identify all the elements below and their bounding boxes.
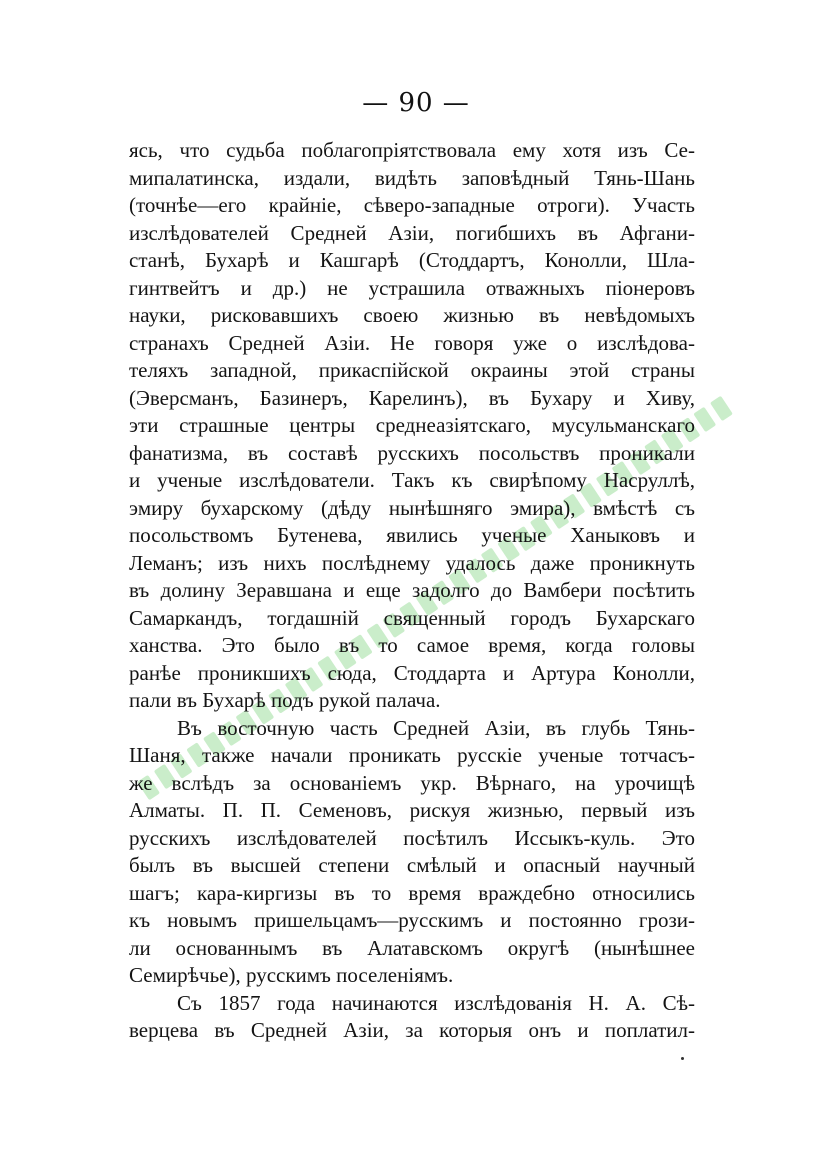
text-line: русскихъ изслѣдователей посѣтилъ Иссыкъ-куль. Это (129, 825, 695, 850)
text-line: науки, рисковавшихъ своею жизнью въ невѣдомыхъ (129, 303, 695, 327)
text-line: ханства. Это было въ то самое время, когда головы (129, 633, 695, 657)
text-line: странахъ Средней Азіи. Не говоря уже о изслѣдова- (129, 330, 695, 355)
body-text (129, 137, 695, 1045)
text-line: верцева въ Средней Азіи, за которыя онъ и поплатил- (129, 1018, 695, 1042)
text-line: (Эверсманъ, Базинеръ, Карелинъ), въ Бухару и Хиву, (129, 385, 695, 410)
text-line: шагъ; кара-киргизы въ то время враждебно относились (129, 880, 695, 905)
page-number: — 90 — (362, 88, 470, 118)
text-line: ранѣе проникшихъ сюда, Стоддарта и Артура Конолли, (129, 660, 695, 685)
text-line: Леманъ; изъ нихъ послѣднему удалось даже проникнуть (129, 550, 695, 575)
watermark-dash (710, 396, 733, 422)
text-line: въ долину Зеравшана и еще задолго до Вамбери посѣтить (129, 578, 695, 602)
text-line: и ученые изслѣдователи. Такъ къ свирѣпому Насруллѣ, (129, 468, 695, 492)
text-line: Самаркандъ, тогдашній священный городъ Бухарскаго (129, 605, 695, 630)
text-line: Шаня, также начали проникать русскіе ученые тотчасъ- (129, 743, 695, 767)
text-line: Алматы. П. П. Семеновъ, рискуя жизнью, первый изъ (129, 798, 695, 822)
text-line: Въ восточную часть Средней Азіи, въ глубь Тянь- (177, 715, 695, 740)
text-line: мипалатинска, издали, видѣть заповѣдный Тянь-Шань (129, 165, 695, 190)
text-line: ли основаннымъ въ Алатавскомъ округѣ (нынѣшнее (129, 935, 695, 960)
text-line: эмиру бухарскому (дѣду нынѣшняго эмира), вмѣстѣ съ (129, 495, 695, 520)
text-line: посольствомъ Бутенева, явились ученые Ханыковъ и (129, 523, 695, 547)
text-line: Съ 1857 года начинаются изслѣдованія Н. А. Сѣ- (177, 990, 695, 1015)
text-line: же вслѣдъ за основаніемъ укр. Вѣрнаго, на урочищѣ (129, 770, 695, 795)
text-line: станѣ, Бухарѣ и Кашгарѣ (Стоддартъ, Конолли, Шла- (129, 248, 695, 272)
text-line: фанатизма, въ составѣ русскихъ посольствъ проникали (129, 440, 695, 465)
stray-dot (681, 1057, 684, 1060)
text-line: эти страшные центры среднеазіятскаго, мусульманскаго (129, 413, 695, 437)
text-line: былъ въ высшей степени смѣлый и опасный научный (129, 853, 695, 877)
text-line: Семирѣчье), русскимъ поселеніямъ. (129, 963, 454, 987)
text-line: гинтвейтъ и др.) не устрашила отважныхъ піонеровъ (129, 275, 695, 300)
text-line: пали въ Бухарѣ подъ рукой палача. (129, 688, 441, 712)
text-line: теляхъ западной, прикаспійской окраины этой страны (129, 358, 695, 382)
text-line: къ новымъ пришельцамъ—русскимъ и постоянно грози- (129, 908, 695, 932)
text-line: ясь, что судьба поблагопріятствовала ему хотя изъ Се- (129, 138, 695, 162)
text-line: (точнѣе—его крайніе, сѣверо-западные отроги). Участь (129, 193, 695, 217)
text-line: изслѣдователей Средней Азіи, погибшихъ въ Афгани- (129, 220, 695, 245)
watermark-dash (693, 407, 716, 433)
